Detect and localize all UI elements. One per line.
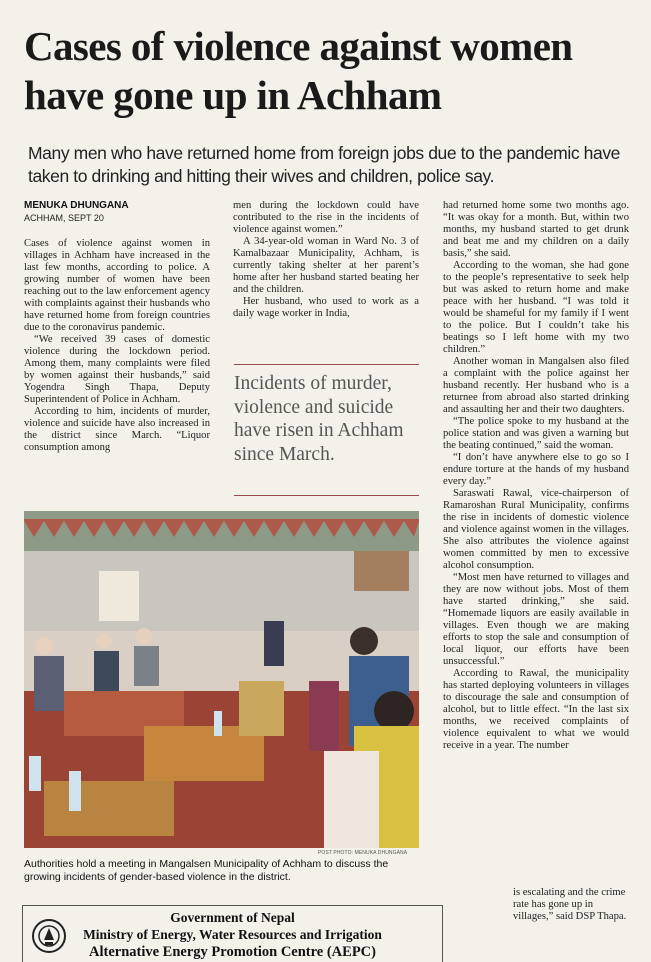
paragraph: Another woman in Mangalsen also filed a complaint with the police against her husband recently. Her husband who is a returnee from abroad also started drinking and assaulting her and their two daughters. — [443, 356, 629, 415]
paragraph: Saraswati Rawal, vice-chairperson of Ramaroshan Rural Municipality, confirms the rise in incidents of domestic violence and violence against women in the villages. She also attributes the violence against women committed by men to excessive alcohol consumption. — [443, 488, 629, 571]
paragraph: According to Rawal, the municipality has started deploying volunteers in villages to discourage the sale and consumption of alcohol, but to little effect. “In the last six months, we received complaints of violence equivalent to what we would receive in a year. The number — [443, 668, 629, 751]
headline-line-2: have gone up in Achham — [24, 72, 442, 118]
article-column-1 — [24, 238, 210, 454]
byline: MENUKA DHUNGANA — [24, 200, 129, 211]
paragraph: “Most men have returned to villages and they are now without jobs. Most of them have started drinking,” she said. “Homemade liquors are easily available in villages. Even though we are making efforts to stop the sale and consumption of local liquor, our efforts have been unsuccessful.” — [443, 572, 629, 667]
ad-line-1: Government of Nepal — [170, 910, 295, 925]
advertisement-box — [22, 905, 443, 962]
paragraph: had returned home some two months ago. “It was okay for a month. But, within two months, my husband started to get drunk and beat me and my children on a daily basis,” she said. — [443, 200, 629, 259]
meeting-photo-illustration — [24, 511, 419, 848]
article-column-3 — [443, 200, 629, 752]
paragraph: “I don’t have anywhere else to go so I endure torture at the hands of my husband every day.” — [443, 452, 629, 487]
paragraph: Cases of violence against women in villages in Achham have increased in the last few months, according to police. A growing number of women have been reaching out to the law enforcement agency with complaints against their husbands who have returned home from foreign countries due to the coronavirus pandemic. — [24, 238, 210, 333]
paragraph: According to him, incidents of murder, violence and suicide have also increased in the district since March. “Liquor consumption among — [24, 406, 210, 453]
photo-caption: Authorities hold a meeting in Mangalsen Municipality of Achham to discuss the growing incidents of gender-based violence in the district. — [24, 858, 389, 883]
paragraph: “The police spoke to my husband at the police station and was given a warning but the beating continued,” said the woman. — [443, 416, 629, 451]
ad-line-3: Alternative Energy Promotion Centre (AEPC) — [89, 944, 376, 960]
pullquote: Incidents of murder, violence and suicide have risen in Achham since March. — [234, 373, 404, 465]
article-column-3-end: is escalating and the crime rate has gone up in villages,” said DSP Thapa. — [513, 887, 627, 922]
paragraph: According to the woman, she had gone to the people’s representative to seek help but was asked to return home and make peace with her husband. “I was told it would be shameful for my family if I went to the police. But I couldn’t take his beatings so I left home with my two children.” — [443, 260, 629, 355]
headline — [24, 22, 634, 120]
photo-credit: POST PHOTO: MENUKA DHUNGANA — [318, 850, 408, 856]
paragraph: “We received 39 cases of domestic violence during the lockdown period. Among them, many complaints were filed by women against their husbands,” said Yogendra Singh Thapa, Deputy Superintendent of Police in Achham. — [24, 334, 210, 405]
pullquote-rule-top — [234, 364, 419, 365]
article-column-2 — [233, 200, 419, 320]
deck: Many men who have returned home from foreign jobs due to the pandemic have taken to drinking and hitting their wives and children, police say. — [28, 143, 621, 186]
ad-line-2: Ministry of Energy, Water Resources and Irrigation — [83, 927, 382, 942]
paragraph: A 34-year-old woman in Ward No. 3 of Kamalbazaar Municipality, Achham, is currently taking shelter at her parent’s home after her husband started beating her and the children. — [233, 236, 419, 295]
headline-line-1: Cases of violence against women — [24, 23, 573, 69]
pullquote-rule-bottom — [234, 495, 419, 496]
paragraph: Her husband, who used to work as a daily wage worker in India, — [233, 296, 419, 319]
dateline: ACHHAM, SEPT 20 — [24, 213, 104, 223]
paragraph: men during the lockdown could have contributed to the rise in the incidents of violence against women.” — [233, 200, 419, 235]
meeting-photo — [24, 511, 419, 848]
